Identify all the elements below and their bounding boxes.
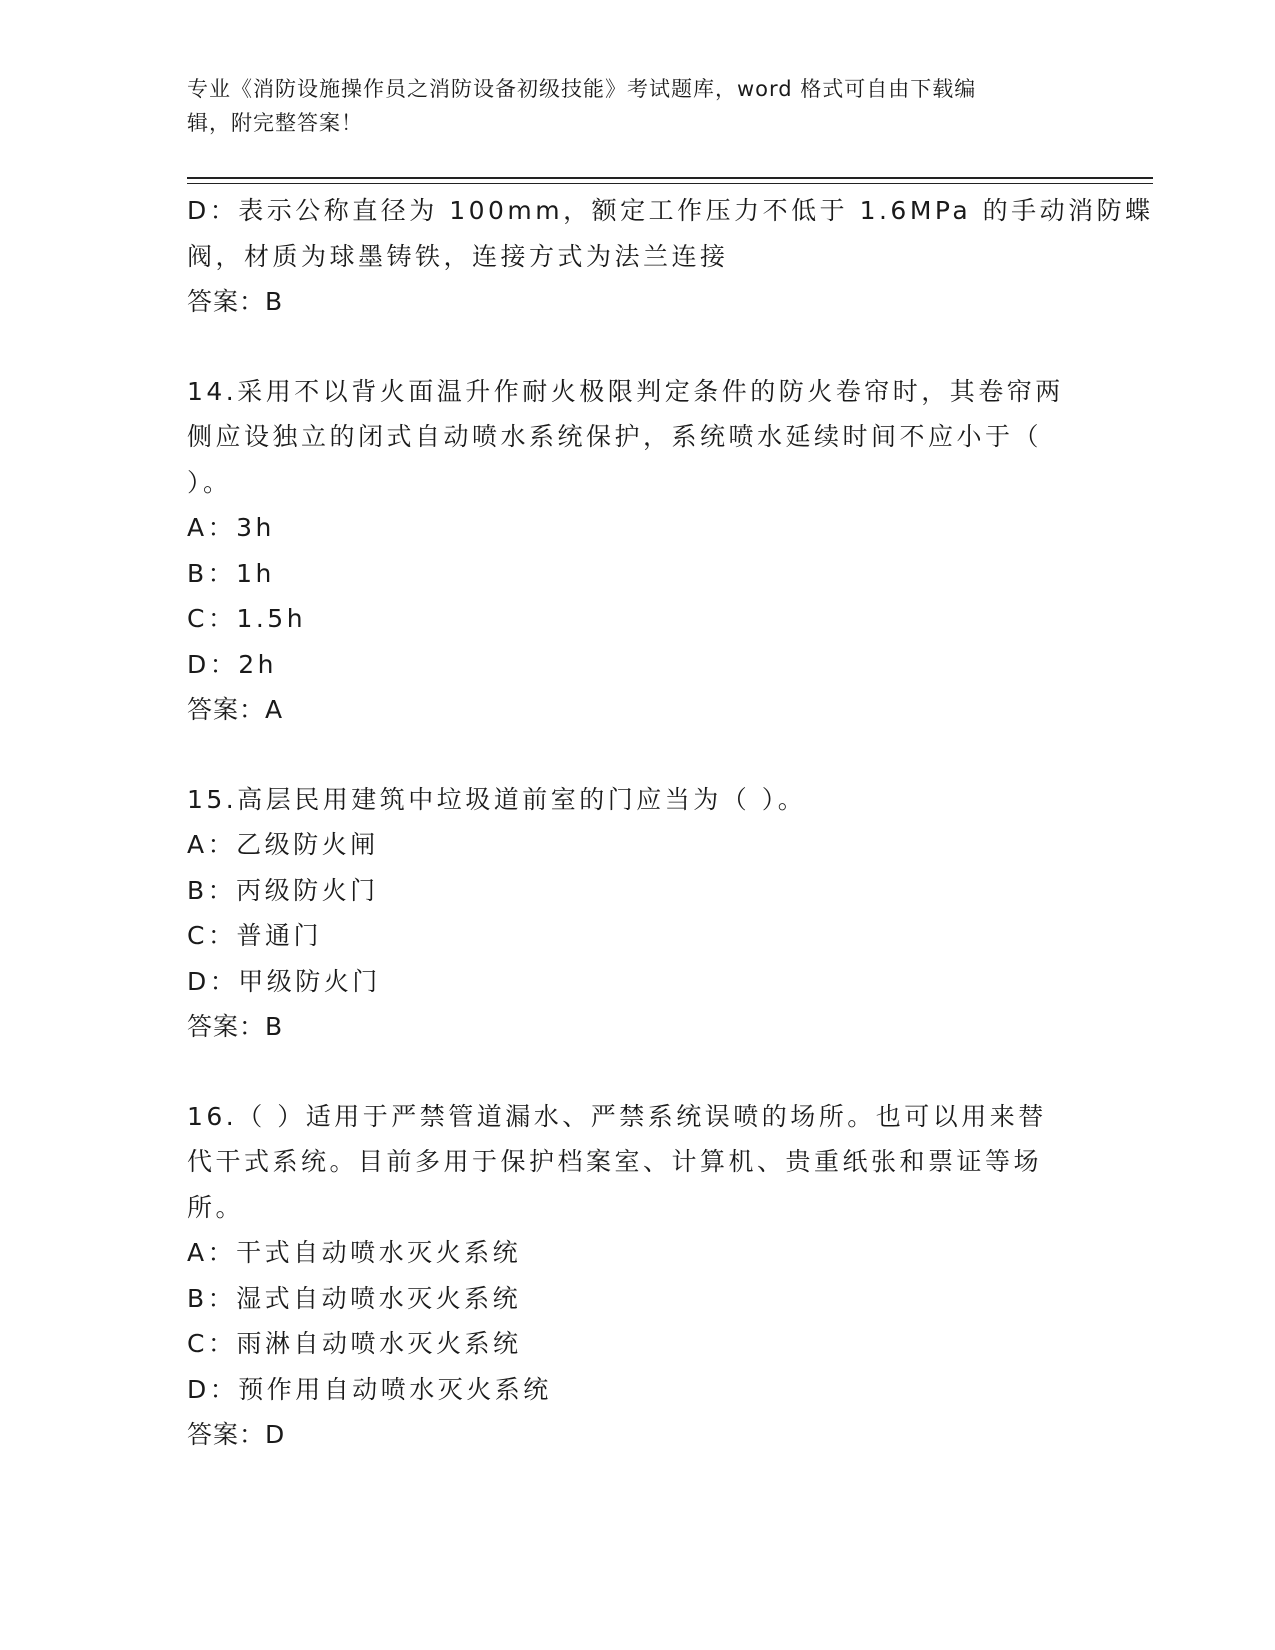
header-divider-thin bbox=[187, 183, 1153, 184]
question-stem-line-3: 所。 bbox=[187, 1192, 245, 1222]
option-b: B：湿式自动喷水灭火系统 bbox=[187, 1283, 522, 1313]
header-line-2: 辑，附完整答案！ bbox=[187, 111, 363, 135]
option-d-line-1: D：表示公称直径为 100mm，额定工作压力不低于 1.6MPa 的手动消防蝶 bbox=[187, 196, 1154, 225]
option-b: B：1h bbox=[187, 558, 275, 588]
question-stem-line-1: 14.采用不以背火面温升作耐火极限判定条件的防火卷帘时，其卷帘两 bbox=[187, 376, 1064, 406]
option-a: A：3h bbox=[187, 513, 275, 542]
document-header bbox=[187, 72, 1067, 140]
question-13-tail bbox=[187, 188, 1154, 325]
question-15 bbox=[187, 777, 1087, 1050]
question-content bbox=[187, 188, 1154, 1458]
spacer bbox=[187, 325, 1087, 369]
question-stem-line-1: 15.高层民用建筑中垃圾道前室的门应当为（ ）。 bbox=[187, 784, 807, 814]
question-stem-line-1: 16.（ ）适用于严禁管道漏水、严禁系统误喷的场所。也可以用来替 bbox=[187, 1101, 1047, 1131]
option-d: D：预作用自动喷水灭火系统 bbox=[187, 1374, 552, 1404]
question-stem-line-2: 侧应设独立的闭式自动喷水系统保护，系统喷水延续时间不应小于（ bbox=[187, 422, 1043, 451]
option-d: D：甲级防火门 bbox=[187, 966, 381, 996]
option-c: C：1.5h bbox=[187, 604, 307, 633]
option-c: C：普通门 bbox=[187, 921, 322, 950]
option-a: A：乙级防火闸 bbox=[187, 830, 379, 859]
header-divider-thick bbox=[187, 177, 1153, 179]
answer-line: 答案：A bbox=[187, 695, 284, 724]
answer-line: 答案：B bbox=[187, 1012, 284, 1041]
spacer bbox=[187, 1050, 1087, 1094]
question-stem-line-3: ）。 bbox=[187, 467, 232, 497]
question-14 bbox=[187, 369, 1087, 733]
option-b: B：丙级防火门 bbox=[187, 875, 379, 905]
question-16 bbox=[187, 1094, 1087, 1458]
option-a: A：干式自动喷水灭火系统 bbox=[187, 1238, 522, 1267]
spacer bbox=[187, 733, 1087, 777]
question-stem-line-2: 代干式系统。目前多用于保护档案室、计算机、贵重纸张和票证等场 bbox=[187, 1147, 1043, 1176]
answer-line: 答案：B bbox=[187, 287, 284, 316]
header-line-1: 专业《消防设施操作员之消防设备初级技能》考试题库，word 格式可自由下载编 bbox=[187, 77, 977, 101]
option-d: D：2h bbox=[187, 649, 278, 679]
option-c: C：雨淋自动喷水灭火系统 bbox=[187, 1329, 522, 1358]
option-d-line-2: 阀，材质为球墨铸铁，连接方式为法兰连接 bbox=[187, 241, 729, 271]
answer-line: 答案：D bbox=[187, 1420, 286, 1449]
